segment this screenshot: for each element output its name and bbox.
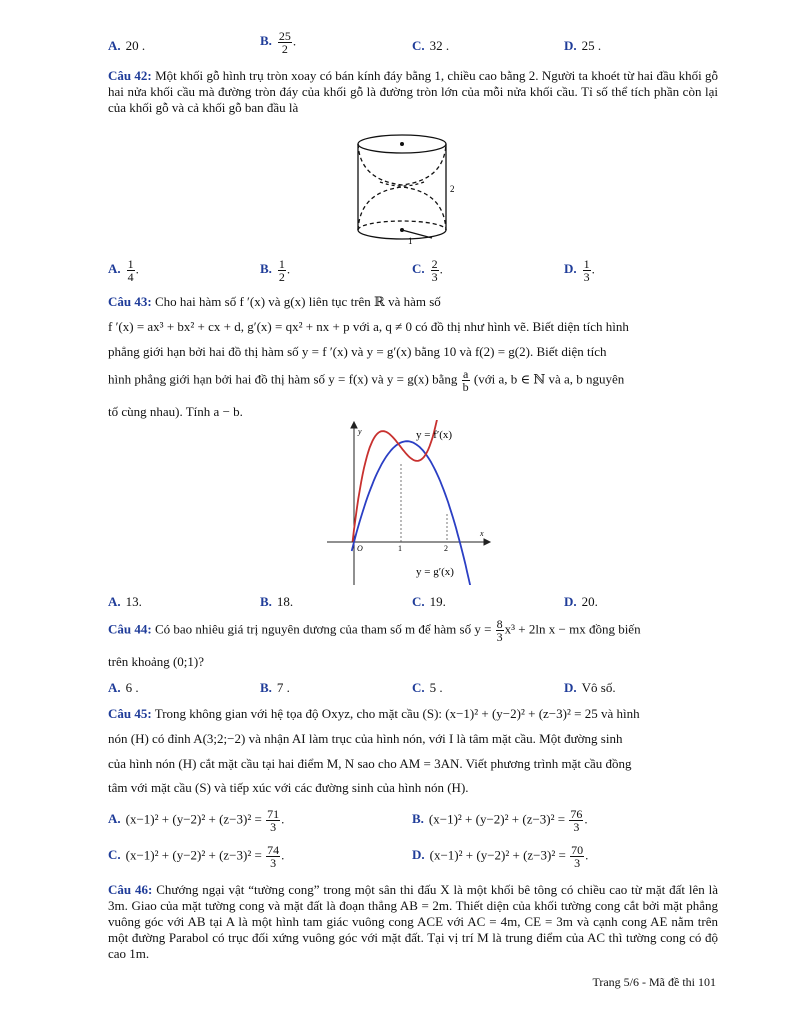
q43-line-5: tố cùng nhau). Tính a − b. <box>108 404 243 419</box>
q46-text: Câu 46: Chướng ngại vật “tường cong” trong một sân thi đấu X là một khối bê tông có chiều cao từ mặt đất lên là 3m. Giao của mặt tường cong và mặt đất là đoạn thẳng AB = 2m. Thiết diện của khối tường cong cắt bởi mặt phẳng vuông góc với AB tại A là một hình tam giác vuông cong ACE với AC = 4m, CE = 3m và cạnh cong AE nằm trên một đường Parabol có trục đối xứng vuông góc với mặt đất. Tại vị trí M là trung điểm của AC thì tường cong có độ cao 1m. <box>108 882 719 961</box>
q43-line-2: f ′(x) = ax³ + bx² + cx + d, g′(x) = qx² + nx + p với a, q ≠ 0 có đồ thị như hình vẽ. Biết diện tích hình <box>108 319 629 334</box>
q42-option-c[interactable]: C. $\frac{2}{3}$ . <box>412 257 443 284</box>
g-prime-label: y = g′(x) <box>416 566 454 578</box>
q43-line-4: hình phẳng giới hạn bởi hai đồ thị hàm số y = f(x) và y = g(x) bằng $\frac{a}{b}$ (với a, b ∈ ℕ và a, b nguyên <box>108 367 625 394</box>
g-prime-curve <box>352 441 479 585</box>
q42-height-label: 2 <box>450 184 455 194</box>
q43-line-1: Câu 43: Cho hai hàm số f ′(x) và g(x) liên tục trên ℝ và hàm số <box>108 294 441 309</box>
q45-line-3: của hình nón (H) cắt mặt cầu tại hai điểm M, N sao cho AM = 3AN. Viết phương trình mặt cầu đồng <box>108 756 632 771</box>
q41-option-a[interactable]: A. 20 . <box>108 38 146 53</box>
page-footer: Trang 5/6 - Mã đề thi 101 <box>592 975 716 989</box>
x-axis-label: x <box>480 529 484 538</box>
tick-2-label: 2 <box>444 544 448 553</box>
q43-option-c[interactable]: C. 19. <box>412 594 446 609</box>
q41-option-d[interactable]: D. 25 . <box>564 38 602 53</box>
q43-option-d[interactable]: D. 20. <box>564 594 598 609</box>
q42-text: Câu 42: Một khối gỗ hình trụ tròn xoay có bán kính đáy bằng 1, chiều cao bằng 2. Người ta khoét từ hai đầu khối gỗ hai nửa khối cầu mà đường tròn đáy của khối gỗ là đường tròn lớn của mỗi nửa khối cầu. Tỉ số thể tích phần còn lại của khối gỗ và cả khối gỗ ban đầu là <box>108 68 719 115</box>
q44-option-c[interactable]: C. 5 . <box>412 680 443 695</box>
q41-option-c[interactable]: C. 32 . <box>412 38 450 53</box>
q44-line-2: trên khoảng (0;1)? <box>108 654 205 669</box>
q43-option-a[interactable]: A. 13. <box>108 594 142 609</box>
tick-1-label: 1 <box>398 544 402 553</box>
q42-cylinder-figure <box>340 130 460 248</box>
q43-graph <box>322 420 492 585</box>
q45-line-1: Câu 45: Trong không gian với hệ tọa độ Oxyz, cho mặt cầu (S): (x−1)² + (y−2)² + (z−3)² = 25 và hình <box>108 706 640 721</box>
q41-option-b[interactable]: B. $\frac{25}{2}$ . <box>260 29 297 56</box>
q43-option-b[interactable]: B. 18. <box>260 594 294 609</box>
q42-radius-label: 1 <box>408 236 413 246</box>
q44-line-1: Câu 44: Có bao nhiêu giá trị nguyên dương của tham số m để hàm số y = $\frac{8}{3}$ x³ + 2ln x − mx đồng biến <box>108 617 641 644</box>
q44-option-a[interactable]: A. 6 . <box>108 680 139 695</box>
q45-line-2: nón (H) có đỉnh A(3;2;−2) và nhận AI làm trục của hình nón, với I là tâm mặt cầu. Một đường sinh <box>108 731 623 746</box>
q42-option-b[interactable]: B. $\frac{1}{2}$ . <box>260 257 291 284</box>
y-axis-label: y <box>358 427 362 436</box>
origin-label: O <box>357 544 363 553</box>
q45-option-b[interactable]: B. (x−1)² + (y−2)² + (z−3)² = $\frac{76}{3}$ . <box>412 807 588 834</box>
q42-option-a[interactable]: A. $\frac{1}{4}$ . <box>108 257 139 284</box>
q45-option-a[interactable]: A. (x−1)² + (y−2)² + (z−3)² = $\frac{71}{3}$ . <box>108 807 285 834</box>
q45-option-d[interactable]: D. (x−1)² + (y−2)² + (z−3)² = $\frac{70}{3}$ . <box>412 843 589 870</box>
f-prime-label: y = f′(x) <box>416 429 453 441</box>
q45-line-4: tâm với mặt cầu (S) và tiếp xúc với các đường sinh của hình nón (H). <box>108 780 469 795</box>
q44-option-b[interactable]: B. 7 . <box>260 680 290 695</box>
q44-option-d[interactable]: D. Vô số. <box>564 680 616 695</box>
q45-option-c[interactable]: C. (x−1)² + (y−2)² + (z−3)² = $\frac{74}{3}$ . <box>108 843 285 870</box>
q43-line-3: phẳng giới hạn bởi hai đồ thị hàm số y = f ′(x) và y = g′(x) bằng 10 và f(2) = g(2). Biết diện tích <box>108 344 607 359</box>
q42-option-d[interactable]: D. $\frac{1}{3}$ . <box>564 257 595 284</box>
